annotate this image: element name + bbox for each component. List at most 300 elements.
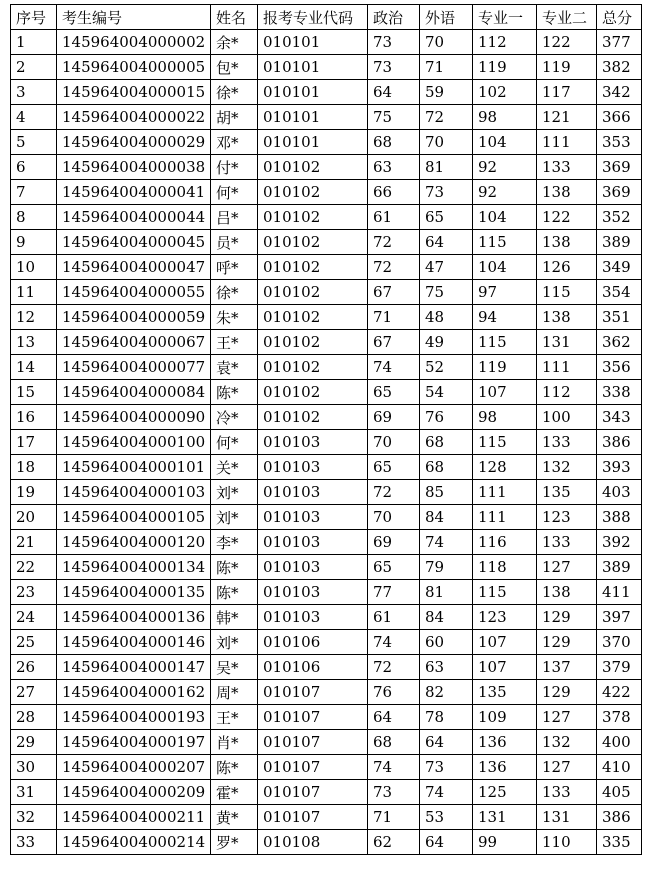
table-row — [11, 755, 642, 780]
table-row — [11, 555, 642, 580]
cell-politics: 65 — [368, 380, 420, 405]
cell-total: 370 — [597, 630, 642, 655]
cell-foreign-language: 47 — [420, 255, 473, 280]
cell-foreign-language: 60 — [420, 630, 473, 655]
cell-major-code: 010106 — [258, 655, 368, 680]
cell-name: 员* — [211, 230, 258, 255]
cell-politics: 74 — [368, 755, 420, 780]
cell-name: 朱* — [211, 305, 258, 330]
cell-major-one: 92 — [473, 180, 537, 205]
cell-major-one: 104 — [473, 205, 537, 230]
cell-major-two: 129 — [537, 630, 597, 655]
cell-major-code: 010103 — [258, 555, 368, 580]
cell-name: 吴* — [211, 655, 258, 680]
cell-candidate-id: 145964004000101 — [57, 455, 211, 480]
cell-foreign-language: 74 — [420, 530, 473, 555]
cell-total: 397 — [597, 605, 642, 630]
cell-major-two: 119 — [537, 55, 597, 80]
cell-total: 342 — [597, 80, 642, 105]
cell-seq: 8 — [11, 205, 57, 230]
cell-candidate-id: 145964004000193 — [57, 705, 211, 730]
cell-politics: 67 — [368, 330, 420, 355]
cell-foreign-language: 52 — [420, 355, 473, 380]
header-foreign-language: 外语 — [420, 5, 473, 30]
cell-major-two: 110 — [537, 830, 597, 855]
cell-seq: 32 — [11, 805, 57, 830]
cell-major-two: 122 — [537, 30, 597, 55]
cell-major-one: 107 — [473, 380, 537, 405]
cell-candidate-id: 145964004000084 — [57, 380, 211, 405]
cell-total: 349 — [597, 255, 642, 280]
cell-foreign-language: 81 — [420, 155, 473, 180]
cell-total: 343 — [597, 405, 642, 430]
cell-name: 李* — [211, 530, 258, 555]
cell-politics: 73 — [368, 30, 420, 55]
cell-name: 霍* — [211, 780, 258, 805]
cell-major-one: 136 — [473, 755, 537, 780]
cell-major-code: 010103 — [258, 580, 368, 605]
cell-politics: 69 — [368, 405, 420, 430]
cell-seq: 23 — [11, 580, 57, 605]
cell-name: 付* — [211, 155, 258, 180]
cell-major-two: 127 — [537, 755, 597, 780]
header-name: 姓名 — [211, 5, 258, 30]
cell-foreign-language: 78 — [420, 705, 473, 730]
cell-major-one: 115 — [473, 580, 537, 605]
cell-foreign-language: 59 — [420, 80, 473, 105]
cell-major-code: 010103 — [258, 480, 368, 505]
cell-foreign-language: 85 — [420, 480, 473, 505]
cell-candidate-id: 145964004000047 — [57, 255, 211, 280]
cell-foreign-language: 64 — [420, 230, 473, 255]
cell-major-one: 135 — [473, 680, 537, 705]
cell-major-code: 010101 — [258, 30, 368, 55]
table-row — [11, 480, 642, 505]
cell-total: 356 — [597, 355, 642, 380]
cell-foreign-language: 70 — [420, 30, 473, 55]
cell-name: 陈* — [211, 555, 258, 580]
cell-name: 何* — [211, 180, 258, 205]
cell-candidate-id: 145964004000135 — [57, 580, 211, 605]
cell-seq: 31 — [11, 780, 57, 805]
cell-major-code: 010102 — [258, 405, 368, 430]
table-row — [11, 530, 642, 555]
header-total: 总分 — [597, 5, 642, 30]
cell-major-one: 119 — [473, 355, 537, 380]
cell-major-two: 117 — [537, 80, 597, 105]
table-row — [11, 780, 642, 805]
cell-name: 肖* — [211, 730, 258, 755]
cell-politics: 70 — [368, 430, 420, 455]
cell-total: 352 — [597, 205, 642, 230]
cell-candidate-id: 145964004000136 — [57, 605, 211, 630]
table-row — [11, 205, 642, 230]
cell-name: 韩* — [211, 605, 258, 630]
table-row — [11, 180, 642, 205]
header-row — [11, 5, 642, 30]
cell-major-code: 010107 — [258, 805, 368, 830]
cell-major-two: 111 — [537, 130, 597, 155]
cell-total: 335 — [597, 830, 642, 855]
cell-politics: 61 — [368, 205, 420, 230]
cell-total: 393 — [597, 455, 642, 480]
cell-total: 403 — [597, 480, 642, 505]
cell-candidate-id: 145964004000207 — [57, 755, 211, 780]
cell-seq: 5 — [11, 130, 57, 155]
cell-major-code: 010102 — [258, 255, 368, 280]
cell-candidate-id: 145964004000005 — [57, 55, 211, 80]
cell-major-code: 010103 — [258, 455, 368, 480]
cell-major-one: 94 — [473, 305, 537, 330]
cell-foreign-language: 70 — [420, 130, 473, 155]
cell-politics: 73 — [368, 55, 420, 80]
cell-name: 何* — [211, 430, 258, 455]
cell-politics: 63 — [368, 155, 420, 180]
cell-major-two: 111 — [537, 355, 597, 380]
cell-total: 388 — [597, 505, 642, 530]
cell-politics: 65 — [368, 455, 420, 480]
cell-major-one: 112 — [473, 30, 537, 55]
cell-seq: 14 — [11, 355, 57, 380]
cell-major-two: 138 — [537, 305, 597, 330]
cell-total: 379 — [597, 655, 642, 680]
cell-candidate-id: 145964004000044 — [57, 205, 211, 230]
cell-seq: 16 — [11, 405, 57, 430]
cell-foreign-language: 75 — [420, 280, 473, 305]
cell-name: 周* — [211, 680, 258, 705]
cell-total: 378 — [597, 705, 642, 730]
cell-politics: 64 — [368, 80, 420, 105]
cell-candidate-id: 145964004000105 — [57, 505, 211, 530]
cell-foreign-language: 74 — [420, 780, 473, 805]
cell-major-code: 010106 — [258, 630, 368, 655]
cell-major-code: 010103 — [258, 530, 368, 555]
cell-major-code: 010107 — [258, 780, 368, 805]
cell-candidate-id: 145964004000120 — [57, 530, 211, 555]
cell-major-code: 010102 — [258, 305, 368, 330]
cell-seq: 33 — [11, 830, 57, 855]
cell-seq: 17 — [11, 430, 57, 455]
table-row — [11, 155, 642, 180]
cell-name: 冷* — [211, 405, 258, 430]
cell-seq: 19 — [11, 480, 57, 505]
table-row — [11, 680, 642, 705]
cell-seq: 25 — [11, 630, 57, 655]
cell-total: 354 — [597, 280, 642, 305]
cell-major-one: 119 — [473, 55, 537, 80]
cell-candidate-id: 145964004000015 — [57, 80, 211, 105]
cell-major-two: 133 — [537, 155, 597, 180]
table-row — [11, 305, 642, 330]
cell-seq: 15 — [11, 380, 57, 405]
cell-major-one: 123 — [473, 605, 537, 630]
cell-major-one: 99 — [473, 830, 537, 855]
cell-politics: 76 — [368, 680, 420, 705]
cell-name: 陈* — [211, 380, 258, 405]
cell-politics: 68 — [368, 730, 420, 755]
cell-seq: 30 — [11, 755, 57, 780]
cell-total: 422 — [597, 680, 642, 705]
cell-total: 338 — [597, 380, 642, 405]
cell-candidate-id: 145964004000041 — [57, 180, 211, 205]
cell-candidate-id: 145964004000055 — [57, 280, 211, 305]
header-candidate-id: 考生编号 — [57, 5, 211, 30]
table-row — [11, 730, 642, 755]
table-body — [11, 30, 642, 855]
cell-major-one: 104 — [473, 130, 537, 155]
cell-foreign-language: 73 — [420, 755, 473, 780]
cell-total: 351 — [597, 305, 642, 330]
cell-foreign-language: 81 — [420, 580, 473, 605]
cell-major-two: 138 — [537, 580, 597, 605]
cell-major-two: 131 — [537, 805, 597, 830]
cell-seq: 3 — [11, 80, 57, 105]
cell-foreign-language: 68 — [420, 430, 473, 455]
cell-seq: 11 — [11, 280, 57, 305]
cell-total: 410 — [597, 755, 642, 780]
cell-major-two: 127 — [537, 555, 597, 580]
table-row — [11, 130, 642, 155]
cell-seq: 28 — [11, 705, 57, 730]
cell-total: 377 — [597, 30, 642, 55]
table-row — [11, 230, 642, 255]
cell-seq: 7 — [11, 180, 57, 205]
cell-politics: 72 — [368, 255, 420, 280]
cell-name: 呼* — [211, 255, 258, 280]
cell-major-code: 010107 — [258, 705, 368, 730]
table-row — [11, 280, 642, 305]
cell-foreign-language: 84 — [420, 605, 473, 630]
cell-seq: 12 — [11, 305, 57, 330]
cell-candidate-id: 145964004000134 — [57, 555, 211, 580]
cell-candidate-id: 145964004000100 — [57, 430, 211, 455]
cell-major-code: 010102 — [258, 180, 368, 205]
cell-major-one: 111 — [473, 480, 537, 505]
cell-total: 386 — [597, 430, 642, 455]
cell-major-two: 112 — [537, 380, 597, 405]
cell-total: 382 — [597, 55, 642, 80]
cell-major-code: 010102 — [258, 205, 368, 230]
cell-major-two: 138 — [537, 230, 597, 255]
cell-total: 400 — [597, 730, 642, 755]
cell-candidate-id: 145964004000162 — [57, 680, 211, 705]
cell-foreign-language: 68 — [420, 455, 473, 480]
header-seq: 序号 — [11, 5, 57, 30]
cell-major-one: 107 — [473, 655, 537, 680]
cell-politics: 61 — [368, 605, 420, 630]
cell-politics: 72 — [368, 230, 420, 255]
cell-major-one: 111 — [473, 505, 537, 530]
cell-total: 366 — [597, 105, 642, 130]
cell-name: 刘* — [211, 480, 258, 505]
cell-politics: 64 — [368, 705, 420, 730]
cell-major-code: 010108 — [258, 830, 368, 855]
cell-candidate-id: 145964004000067 — [57, 330, 211, 355]
cell-foreign-language: 71 — [420, 55, 473, 80]
cell-politics: 62 — [368, 830, 420, 855]
cell-major-two: 132 — [537, 730, 597, 755]
cell-major-two: 133 — [537, 430, 597, 455]
cell-politics: 66 — [368, 180, 420, 205]
cell-major-code: 010103 — [258, 505, 368, 530]
cell-foreign-language: 72 — [420, 105, 473, 130]
header-major-one: 专业一 — [473, 5, 537, 30]
cell-foreign-language: 53 — [420, 805, 473, 830]
cell-major-code: 010102 — [258, 380, 368, 405]
cell-seq: 4 — [11, 105, 57, 130]
cell-seq: 10 — [11, 255, 57, 280]
cell-name: 袁* — [211, 355, 258, 380]
cell-major-one: 115 — [473, 230, 537, 255]
cell-total: 369 — [597, 155, 642, 180]
cell-major-code: 010102 — [258, 155, 368, 180]
table-row — [11, 655, 642, 680]
table-row — [11, 430, 642, 455]
cell-candidate-id: 145964004000103 — [57, 480, 211, 505]
cell-total: 353 — [597, 130, 642, 155]
cell-total: 362 — [597, 330, 642, 355]
cell-name: 陈* — [211, 755, 258, 780]
cell-major-one: 102 — [473, 80, 537, 105]
table-row — [11, 30, 642, 55]
cell-name: 刘* — [211, 505, 258, 530]
cell-politics: 74 — [368, 630, 420, 655]
cell-major-code: 010101 — [258, 105, 368, 130]
cell-major-two: 115 — [537, 280, 597, 305]
cell-major-code: 010107 — [258, 730, 368, 755]
table-row — [11, 580, 642, 605]
cell-foreign-language: 49 — [420, 330, 473, 355]
cell-name: 徐* — [211, 280, 258, 305]
cell-foreign-language: 65 — [420, 205, 473, 230]
table-row — [11, 630, 642, 655]
cell-major-two: 138 — [537, 180, 597, 205]
cell-foreign-language: 73 — [420, 180, 473, 205]
cell-seq: 22 — [11, 555, 57, 580]
cell-seq: 20 — [11, 505, 57, 530]
cell-major-one: 136 — [473, 730, 537, 755]
cell-name: 吕* — [211, 205, 258, 230]
cell-major-one: 107 — [473, 630, 537, 655]
table-row — [11, 830, 642, 855]
table-row — [11, 355, 642, 380]
cell-foreign-language: 79 — [420, 555, 473, 580]
cell-name: 王* — [211, 705, 258, 730]
cell-politics: 75 — [368, 105, 420, 130]
cell-major-one: 118 — [473, 555, 537, 580]
cell-major-two: 129 — [537, 680, 597, 705]
header-major-two: 专业二 — [537, 5, 597, 30]
cell-major-code: 010103 — [258, 605, 368, 630]
cell-major-two: 133 — [537, 530, 597, 555]
table-row — [11, 705, 642, 730]
cell-name: 余* — [211, 30, 258, 55]
cell-candidate-id: 145964004000077 — [57, 355, 211, 380]
table-row — [11, 605, 642, 630]
cell-politics: 71 — [368, 305, 420, 330]
cell-politics: 65 — [368, 555, 420, 580]
cell-foreign-language: 82 — [420, 680, 473, 705]
table-row — [11, 380, 642, 405]
cell-major-one: 98 — [473, 105, 537, 130]
cell-name: 黄* — [211, 805, 258, 830]
table-row — [11, 80, 642, 105]
cell-candidate-id: 145964004000090 — [57, 405, 211, 430]
cell-candidate-id: 145964004000214 — [57, 830, 211, 855]
cell-total: 389 — [597, 230, 642, 255]
cell-major-two: 121 — [537, 105, 597, 130]
cell-candidate-id: 145964004000197 — [57, 730, 211, 755]
cell-candidate-id: 145964004000059 — [57, 305, 211, 330]
cell-major-two: 126 — [537, 255, 597, 280]
cell-major-two: 123 — [537, 505, 597, 530]
cell-major-code: 010107 — [258, 680, 368, 705]
cell-major-one: 115 — [473, 430, 537, 455]
cell-candidate-id: 145964004000045 — [57, 230, 211, 255]
cell-major-one: 98 — [473, 405, 537, 430]
cell-politics: 72 — [368, 655, 420, 680]
cell-name: 罗* — [211, 830, 258, 855]
table-row — [11, 505, 642, 530]
table-row — [11, 105, 642, 130]
cell-foreign-language: 64 — [420, 830, 473, 855]
cell-major-two: 127 — [537, 705, 597, 730]
cell-candidate-id: 145964004000002 — [57, 30, 211, 55]
cell-politics: 71 — [368, 805, 420, 830]
cell-candidate-id: 145964004000029 — [57, 130, 211, 155]
cell-politics: 70 — [368, 505, 420, 530]
cell-major-code: 010107 — [258, 755, 368, 780]
cell-candidate-id: 145964004000147 — [57, 655, 211, 680]
cell-foreign-language: 48 — [420, 305, 473, 330]
cell-major-two: 129 — [537, 605, 597, 630]
cell-total: 392 — [597, 530, 642, 555]
cell-politics: 73 — [368, 780, 420, 805]
cell-major-code: 010102 — [258, 330, 368, 355]
cell-politics: 77 — [368, 580, 420, 605]
cell-seq: 27 — [11, 680, 57, 705]
table-row — [11, 255, 642, 280]
cell-politics: 72 — [368, 480, 420, 505]
cell-major-one: 109 — [473, 705, 537, 730]
cell-foreign-language: 63 — [420, 655, 473, 680]
cell-major-one: 128 — [473, 455, 537, 480]
cell-name: 包* — [211, 55, 258, 80]
cell-foreign-language: 76 — [420, 405, 473, 430]
cell-major-one: 115 — [473, 330, 537, 355]
score-table — [10, 4, 642, 855]
cell-candidate-id: 145964004000146 — [57, 630, 211, 655]
cell-candidate-id: 145964004000211 — [57, 805, 211, 830]
cell-major-two: 100 — [537, 405, 597, 430]
cell-total: 386 — [597, 805, 642, 830]
header-major-code: 报考专业代码 — [258, 5, 368, 30]
cell-seq: 9 — [11, 230, 57, 255]
cell-total: 405 — [597, 780, 642, 805]
table-row — [11, 405, 642, 430]
cell-major-one: 131 — [473, 805, 537, 830]
cell-major-one: 125 — [473, 780, 537, 805]
cell-candidate-id: 145964004000209 — [57, 780, 211, 805]
cell-seq: 6 — [11, 155, 57, 180]
cell-major-two: 132 — [537, 455, 597, 480]
cell-major-one: 104 — [473, 255, 537, 280]
cell-name: 胡* — [211, 105, 258, 130]
cell-total: 389 — [597, 555, 642, 580]
cell-candidate-id: 145964004000038 — [57, 155, 211, 180]
table-row — [11, 55, 642, 80]
cell-politics: 74 — [368, 355, 420, 380]
